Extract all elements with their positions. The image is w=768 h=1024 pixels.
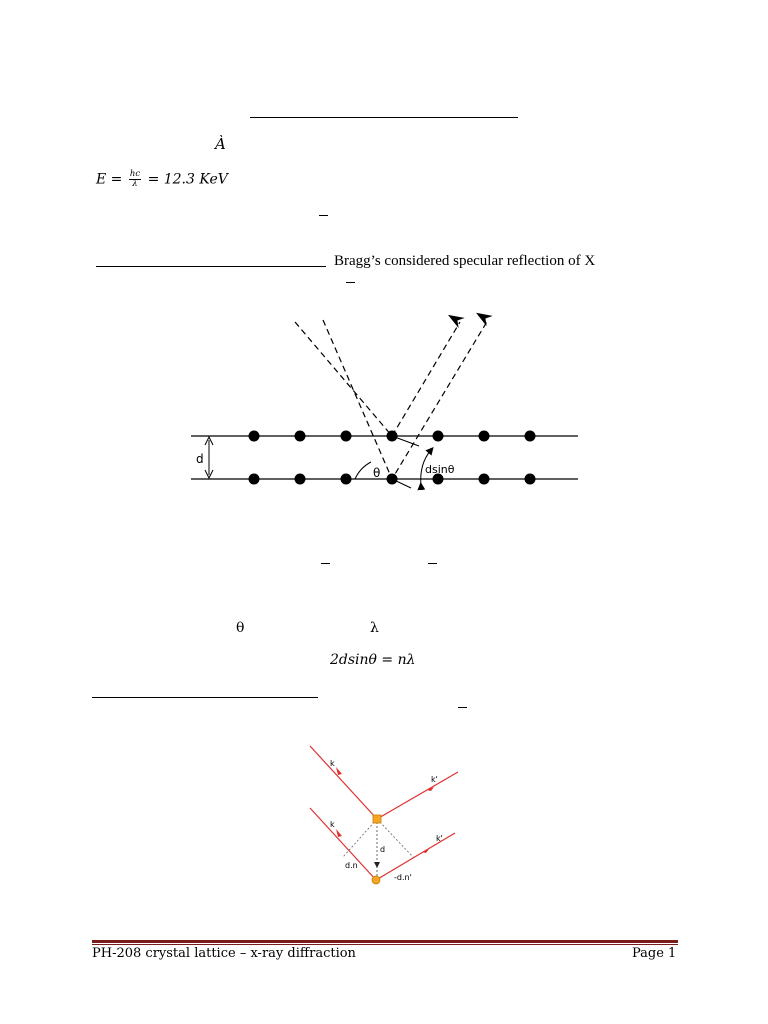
footer-course-title: PH-208 crystal lattice – x-ray diffraction: [92, 946, 356, 961]
label-d: d: [380, 845, 386, 854]
label-k-top: k: [330, 759, 335, 768]
scatterer-top: [373, 815, 381, 823]
bragg-intro-text: Bragg’s considered specular reflection of X: [334, 253, 596, 269]
bragg-planes-figure: [185, 312, 585, 502]
label-dnprime: -d.n': [394, 873, 412, 882]
energy-equation: [96, 170, 228, 189]
footer-rule-thick: [92, 940, 678, 943]
scattered-wave-bottom: [376, 833, 455, 880]
footer-page-number: Page 1: [632, 946, 677, 961]
energy-rhs: = 12.3 KeV: [147, 171, 228, 188]
scattering-vectors-figure: [300, 738, 470, 888]
theta-arc: [355, 462, 371, 479]
dash-mark: [319, 215, 328, 216]
label-kprime-top: k': [431, 775, 438, 784]
incident-wave-bottom: [310, 808, 376, 880]
label-dn: d.n: [345, 861, 358, 870]
heading-underline: [250, 117, 518, 118]
energy-frac-den: λ: [132, 179, 138, 189]
label-kprime-bottom: k': [436, 834, 443, 843]
incident-ray-1: [295, 322, 460, 436]
dash-mark: [321, 563, 330, 564]
dash-mark: [458, 707, 467, 708]
incident-wave-top: [310, 746, 377, 819]
angstrom-symbol: À: [215, 135, 226, 153]
energy-lhs: E =: [96, 171, 123, 188]
dash-mark: [346, 282, 355, 283]
energy-frac-num: hc: [129, 169, 141, 179]
energy-fraction: [129, 170, 141, 189]
spacing-label: d: [196, 452, 204, 466]
projection-line-left: [343, 819, 377, 857]
bragg-law-equation: 2dsinθ = nλ: [330, 652, 416, 668]
theta-label: θ: [373, 466, 381, 480]
scattered-wave-top: [377, 772, 458, 819]
footer-rule-thin: [92, 944, 678, 945]
dash-mark: [428, 563, 437, 564]
section-underline: [96, 266, 326, 267]
section-underline-2: [92, 697, 318, 698]
theta-symbol: θ: [236, 620, 245, 636]
path-difference-segment: [392, 436, 419, 446]
incident-ray-2: [323, 320, 488, 479]
label-k-bottom: k: [330, 820, 335, 829]
lambda-symbol: λ: [370, 620, 379, 636]
scatterer-bottom: [372, 876, 380, 884]
dsin-label: dsinθ: [425, 463, 455, 476]
